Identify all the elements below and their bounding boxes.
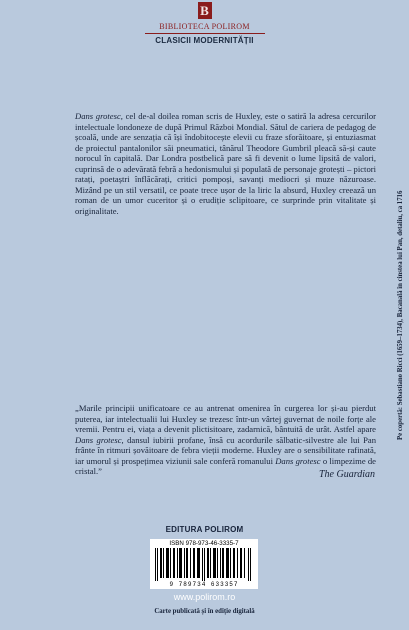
quote-source: The Guardian xyxy=(318,469,375,480)
series-name: CLASICII MODERNITĂȚII xyxy=(155,36,254,45)
digital-edition-note: Carte publicată și în ediție digitală xyxy=(154,608,255,615)
isbn-barcode-box xyxy=(150,539,258,589)
cover-credit: Pe copertă: Sebastiano Ricci (1659–1734), Bacanală în cinstea lui Pan, detaliu, ca 1716 xyxy=(397,190,404,440)
isbn-number: ISBN 978-973-46-3335-7 xyxy=(169,540,239,547)
quote-title-1: Dans grotesc xyxy=(75,434,122,445)
publisher-url[interactable]: www.polirom.ro xyxy=(173,592,236,602)
brand-name: BIBLIOTECA POLIROM xyxy=(159,22,250,31)
brand-divider xyxy=(145,33,265,34)
publisher-brand xyxy=(0,2,409,45)
description-title: Dans grotesc xyxy=(75,111,121,121)
description-text: , cel de-al doilea roman scris de Huxley, este o satiră la adresa cercurilor intelectuale londoneze de după Primul Război Mondial. Sătul de cariera de pedagog de școală, unde are senzația că își îndobitocește elevii cu fraze sforăitoare, și entuziasmat de proiectul pantalonilor săi pneumatici, tânărul Theodore Gumbril pleacă să-și caute norocul în capitală. Dar Londra postbelică pare să fi devenit o lume lipsită de valori, cuprinsă de o adevărată febră a hedonismului și populată de personaje grotești – pictori ratați, poetaștri înflăcărați, critici pompoși, savanți mediocri și muze năzuroase. Mizând pe un stil versatil, ce poate trece ușor de la liric la absurd, Huxley creează un roman de un umor cuceritor și o erudiție sclipitoare, ce surprinde prin vitalitate și originalitate. xyxy=(75,111,376,216)
press-quote xyxy=(75,403,376,477)
quote-text-1: „Marile principii unificatoare ce au antrenat omenirea în curgerea lor și-au pierdut puterea, iar intelectualii lui Huxley se trezesc într-un vârtej guvernat de noile forțe ale vremii. Pentru ei, viața a devenit plictisitoare, zadarnică, bântuită de urât. Astfel apare xyxy=(75,403,376,435)
quote-text-3: o limpezime de cristal.” xyxy=(75,455,376,477)
biblioteca-logo-icon: B xyxy=(198,2,212,19)
barcode-icon xyxy=(155,548,253,581)
quote-text-2: , dansul iubirii profane, însă cu acordurile sălbatic-silvestre ale lui Pan frânte în ritmuri șovăitoare de febra vieții moderne. Huxley are o sensibilitate rafinată, iar umorul și prospețimea viziunii sale conferă romanului xyxy=(75,434,376,466)
barcode-digits: 9 789734 633357 xyxy=(169,581,239,588)
book-description xyxy=(75,111,376,216)
publisher-name: EDITURA POLIROM xyxy=(165,525,244,534)
quote-title-2: Dans grotesc xyxy=(275,455,321,466)
